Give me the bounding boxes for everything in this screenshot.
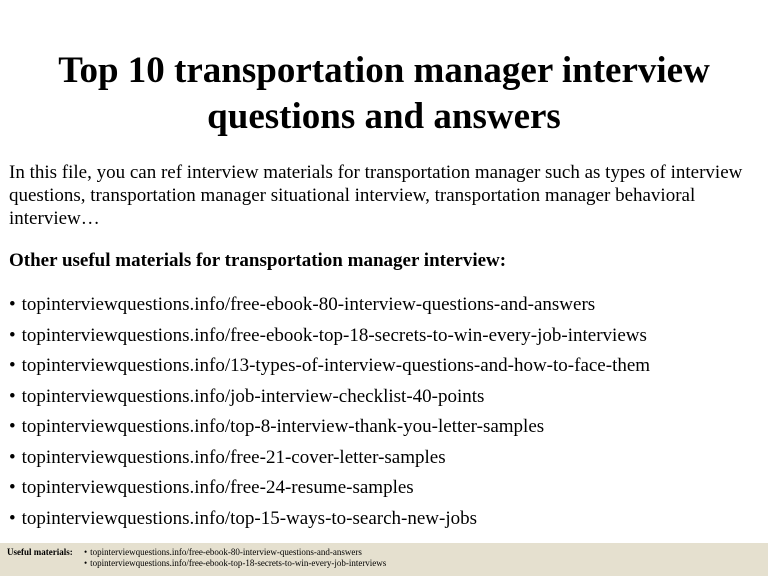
link-item-search-jobs[interactable]: • topinterviewquestions.info/top-15-ways-to-search-new-jobs — [9, 504, 761, 535]
link-item-resume[interactable]: • topinterviewquestions.info/free-24-resume-samples — [9, 473, 761, 504]
footer-link-ebook-80[interactable]: • topinterviewquestions.info/free-ebook-80-interview-questions-and-answers — [84, 547, 386, 558]
link-item-checklist[interactable]: • topinterviewquestions.info/job-interview-checklist-40-points — [9, 382, 761, 413]
page-title: Top 10 transportation manager interview questions and answers — [58, 50, 710, 137]
link-item-ebook-80[interactable]: • topinterviewquestions.info/free-ebook-80-interview-questions-and-answers — [9, 290, 761, 321]
materials-list — [9, 290, 761, 534]
footer-bar — [0, 543, 768, 576]
intro-paragraph: In this file, you can ref interview materials for transportation manager such as types of interview questions, transportation manager situational interview, transportation manager behavioral interview… — [9, 162, 743, 229]
footer-links — [84, 547, 386, 569]
link-item-ebook-top-18[interactable]: • topinterviewquestions.info/free-ebook-top-18-secrets-to-win-every-job-interviews — [9, 321, 761, 352]
link-item-13-types[interactable]: • topinterviewquestions.info/13-types-of-interview-questions-and-how-to-face-them — [9, 351, 761, 382]
link-item-thank-you[interactable]: • topinterviewquestions.info/top-8-interview-thank-you-letter-samples — [9, 412, 761, 443]
link-item-cover-letter[interactable]: • topinterviewquestions.info/free-21-cover-letter-samples — [9, 443, 761, 474]
footer-label: Useful materials: — [7, 547, 73, 557]
footer-link-ebook-top-18[interactable]: • topinterviewquestions.info/free-ebook-top-18-secrets-to-win-every-job-interviews — [84, 558, 386, 569]
materials-heading: Other useful materials for transportation manager interview: — [9, 250, 507, 271]
